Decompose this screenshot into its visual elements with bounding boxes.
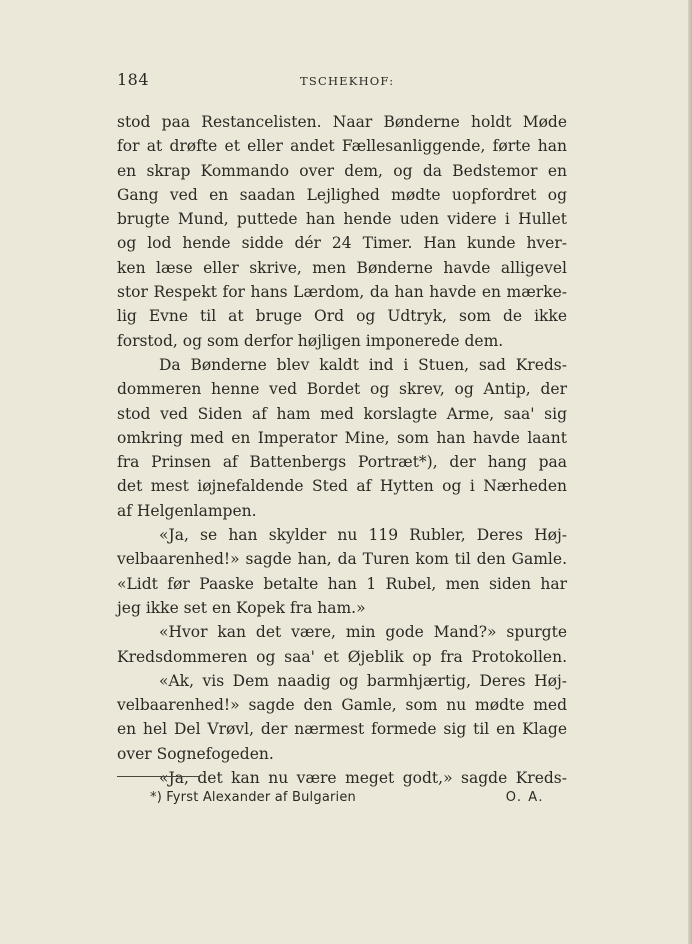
text-line: dommeren henne ved Bordet og skrev, og Antip, der <box>117 380 567 399</box>
text-line: «Ja, det kan nu være meget godt,» sagde Kreds- <box>159 769 567 788</box>
text-line: Kredsdommeren og saa' et Øjeblik op fra Protokollen. <box>117 647 567 666</box>
footnote-rule <box>117 776 200 777</box>
page-number: 184 <box>117 70 150 89</box>
text-line: Da Bønderne blev kaldt ind i Stuen, sad Kreds- <box>159 355 567 374</box>
body-text <box>117 110 567 790</box>
footnote-signature: O. A. <box>505 790 544 805</box>
running-title: TSCHEKHOF: <box>300 74 395 88</box>
text-line: «Hvor kan det være, min gode Mand?» spurgte <box>159 623 567 642</box>
text-line: fra Prinsen af Battenbergs Portræt*), der hang paa <box>117 453 567 472</box>
page-header <box>117 70 567 92</box>
page-edge <box>688 0 692 944</box>
text-line: over Sognefogeden. <box>117 744 274 763</box>
text-line: lig Evne til at bruge Ord og Udtryk, som de ikke <box>117 307 567 326</box>
text-line: af Helgenlampen. <box>117 501 257 520</box>
text-line: og lod hende sidde dér 24 Timer. Han kunde hver- <box>117 234 567 253</box>
text-line: stod ved Siden af ham med korslagte Arme, saa' sig <box>117 404 567 423</box>
text-line: «Ak, vis Dem naadig og barmhjærtig, Deres Høj- <box>159 671 567 690</box>
text-line: stor Respekt for hans Lærdom, da han havde en mærke- <box>117 283 567 302</box>
text-line: ken læse eller skrive, men Bønderne havde alligevel <box>117 258 567 277</box>
text-line: omkring med en Imperator Mine, som han havde laant <box>117 428 567 447</box>
text-line: velbaarenhed!» sagde den Gamle, som nu mødte med <box>117 696 567 715</box>
text-line: det mest iøjnefaldende Sted af Hytten og i Nærheden <box>117 477 567 496</box>
text-line: Gang ved en saadan Lejlighed mødte uopfordret og <box>117 185 567 204</box>
text-line: «Ja, se han skylder nu 119 Rubler, Deres Høj- <box>159 526 567 545</box>
text-line: en skrap Kommando over dem, og da Bedstemor en <box>117 161 567 180</box>
text-line: forstod, og som derfor højligen imponerede dem. <box>117 331 504 350</box>
text-line: velbaarenhed!» sagde han, da Turen kom til den Gamle. <box>117 550 567 569</box>
text-line: jeg ikke set en Kopek fra ham.» <box>117 598 366 617</box>
text-line: en hel Del Vrøvl, der nærmest formede sig til en Klage <box>117 720 567 739</box>
text-line: brugte Mund, puttede han hende uden videre i Hullet <box>117 210 567 229</box>
text-line: for at drøfte et eller andet Fællesanliggende, førte han <box>117 137 567 156</box>
text-line: «Lidt før Paaske betalte han 1 Rubel, men siden har <box>117 574 567 593</box>
footnote-text: *) Fyrst Alexander af Bulgarien <box>150 790 356 805</box>
text-line: stod paa Restancelisten. Naar Bønderne holdt Møde <box>117 113 567 131</box>
